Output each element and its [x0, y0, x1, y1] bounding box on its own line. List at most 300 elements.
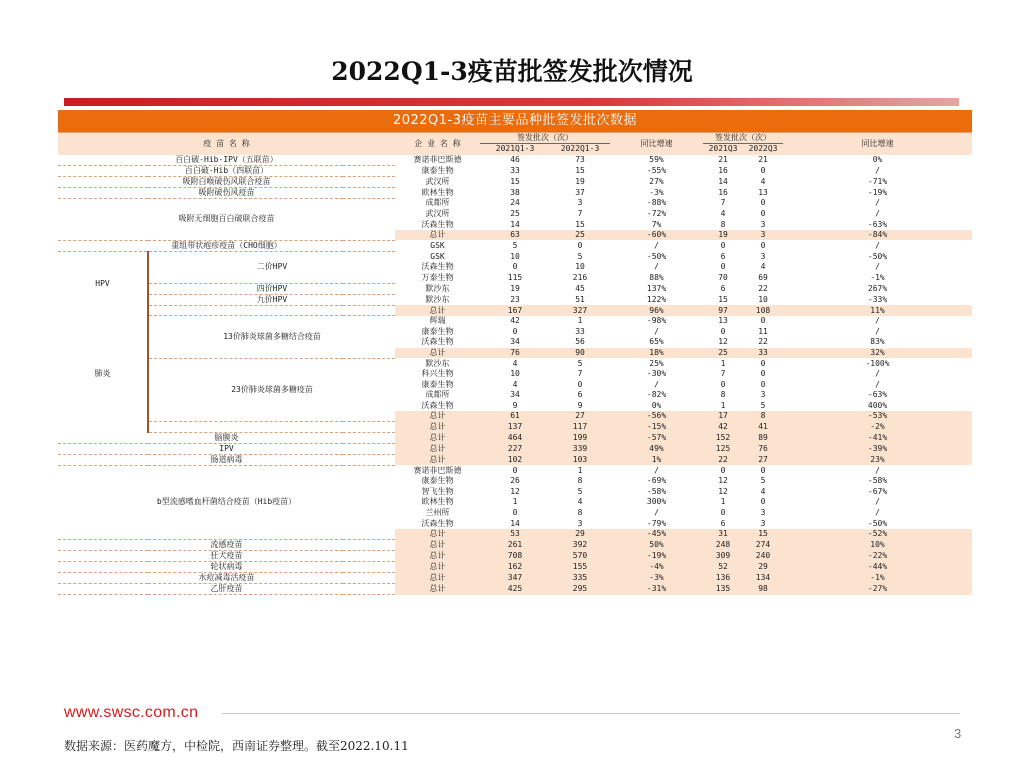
value-2021q3: 6	[703, 251, 743, 262]
company-cell: 总计	[395, 230, 480, 241]
growth-q3: -52%	[783, 529, 972, 540]
company-cell: 默沙东	[395, 358, 480, 369]
value-2021q13: 425	[480, 584, 550, 595]
growth-ytd: /	[610, 326, 703, 337]
value-2022q13: 27	[550, 411, 610, 422]
value-2022q13: 3	[550, 518, 610, 529]
footer-url[interactable]: www.swsc.com.cn	[64, 704, 199, 721]
growth-q3: /	[783, 326, 972, 337]
growth-ytd: -55%	[610, 165, 703, 176]
value-2021q13: 0	[480, 326, 550, 337]
growth-ytd: /	[610, 240, 703, 251]
value-2021q3: 52	[703, 562, 743, 573]
value-2021q3: 7	[703, 198, 743, 209]
value-2021q13: 137	[480, 422, 550, 433]
value-2022q13: 19	[550, 176, 610, 187]
growth-q3: /	[783, 369, 972, 380]
growth-ytd: -57%	[610, 432, 703, 443]
table-row	[58, 305, 972, 316]
company-cell: 康泰生物	[395, 379, 480, 390]
vaccine-label-hpv9: 九价HPV	[148, 294, 395, 305]
page-number: 3	[954, 726, 962, 741]
table-row	[58, 283, 972, 294]
growth-ytd: /	[610, 262, 703, 273]
growth-ytd: 137%	[610, 283, 703, 294]
company-cell: 总计	[395, 573, 480, 584]
value-2021q13: 19	[480, 283, 550, 294]
value-2021q3: 6	[703, 518, 743, 529]
value-2022q3: 3	[743, 219, 783, 230]
value-2022q13: 216	[550, 273, 610, 284]
value-2021q13: 46	[480, 155, 550, 166]
growth-q3: -63%	[783, 390, 972, 401]
value-2021q3: 1	[703, 401, 743, 412]
value-2022q3: 8	[743, 411, 783, 422]
value-2021q13: 14	[480, 219, 550, 230]
growth-ytd: 96%	[610, 305, 703, 316]
value-2022q3: 41	[743, 422, 783, 433]
value-2022q13: 0	[550, 240, 610, 251]
growth-ytd: -31%	[610, 584, 703, 595]
value-2022q13: 8	[550, 476, 610, 487]
value-2022q13: 103	[550, 454, 610, 465]
value-2022q13: 339	[550, 443, 610, 454]
company-cell: 赛诺菲巴斯德	[395, 155, 480, 166]
company-cell: 武汉所	[395, 176, 480, 187]
value-2021q13: 10	[480, 369, 550, 380]
vaccine-label-rota: 轮状病毒	[58, 562, 395, 573]
value-2021q3: 0	[703, 240, 743, 251]
growth-q3: /	[783, 209, 972, 220]
value-2021q3: 19	[703, 230, 743, 241]
company-cell: 欧林生物	[395, 187, 480, 198]
value-2022q3: 3	[743, 251, 783, 262]
value-2022q3: 3	[743, 230, 783, 241]
value-2021q3: 15	[703, 294, 743, 305]
value-2021q3: 1	[703, 497, 743, 508]
value-2021q13: 15	[480, 176, 550, 187]
value-2022q13: 5	[550, 487, 610, 498]
growth-ytd: -19%	[610, 551, 703, 562]
value-2021q3: 0	[703, 508, 743, 519]
company-cell: 康泰生物	[395, 165, 480, 176]
growth-q3: /	[783, 379, 972, 390]
growth-ytd: -69%	[610, 476, 703, 487]
value-2022q3: 0	[743, 316, 783, 327]
value-2022q3: 0	[743, 369, 783, 380]
value-2022q13: 51	[550, 294, 610, 305]
value-2021q13: 0	[480, 508, 550, 519]
vaccine-label-mening: 脑膜炎	[58, 432, 395, 443]
header-company: 企 业 名 称	[395, 133, 480, 155]
growth-q3: 400%	[783, 401, 972, 412]
company-cell: 总计	[395, 305, 480, 316]
company-cell: 康泰生物	[395, 476, 480, 487]
value-2022q13: 8	[550, 508, 610, 519]
vaccine-label-blank	[148, 305, 395, 316]
growth-ytd: 49%	[610, 443, 703, 454]
table-body	[58, 155, 972, 595]
growth-ytd: -50%	[610, 251, 703, 262]
table-title: 2022Q1-3疫苗主要品种批签发批次数据	[58, 110, 972, 132]
value-2021q3: 1	[703, 358, 743, 369]
value-2021q13: 4	[480, 379, 550, 390]
growth-q3: /	[783, 240, 972, 251]
value-2022q3: 0	[743, 358, 783, 369]
value-2021q13: 23	[480, 294, 550, 305]
vaccine-label-flu: 流感疫苗	[58, 540, 395, 551]
growth-q3: /	[783, 508, 972, 519]
growth-q3: /	[783, 497, 972, 508]
value-2022q3: 69	[743, 273, 783, 284]
growth-q3: -19%	[783, 187, 972, 198]
header-growth-ytd: 同比增速	[610, 133, 703, 155]
company-cell: 总计	[395, 422, 480, 433]
value-2021q3: 13	[703, 316, 743, 327]
value-2022q3: 3	[743, 508, 783, 519]
value-2021q13: 102	[480, 454, 550, 465]
growth-q3: 32%	[783, 348, 972, 359]
growth-ytd: /	[610, 379, 703, 390]
company-cell: 总计	[395, 348, 480, 359]
vaccine-label-pcv13: 13价肺炎球菌多糖结合疫苗	[148, 316, 395, 358]
company-cell: 欧林生物	[395, 497, 480, 508]
value-2021q13: 12	[480, 487, 550, 498]
growth-q3: -50%	[783, 251, 972, 262]
value-2021q13: 261	[480, 540, 550, 551]
company-cell: 康泰生物	[395, 326, 480, 337]
value-2021q13: 24	[480, 198, 550, 209]
growth-q3: /	[783, 316, 972, 327]
vaccine-label-pneumonia: 肺炎	[58, 316, 148, 433]
value-2021q3: 16	[703, 165, 743, 176]
company-cell: 沃森生物	[395, 262, 480, 273]
vaccine-label-ipv: IPV	[58, 443, 395, 454]
vaccine-label-ppv23: 23价肺炎球菌多糖疫苗	[148, 358, 395, 422]
header-vaccine: 疫 苗 名 称	[58, 133, 395, 155]
company-cell: 默沙东	[395, 294, 480, 305]
growth-q3: -71%	[783, 176, 972, 187]
growth-q3: /	[783, 262, 972, 273]
value-2022q13: 90	[550, 348, 610, 359]
growth-ytd: 122%	[610, 294, 703, 305]
table-row	[58, 573, 972, 584]
value-2021q13: 33	[480, 165, 550, 176]
growth-ytd: -45%	[610, 529, 703, 540]
value-2021q3: 248	[703, 540, 743, 551]
value-2022q3: 22	[743, 337, 783, 348]
header-growth-q3: 同比增速	[783, 133, 972, 155]
value-2022q13: 10	[550, 262, 610, 273]
growth-q3: -27%	[783, 584, 972, 595]
value-2021q13: 347	[480, 573, 550, 584]
value-2022q3: 108	[743, 305, 783, 316]
title-rule	[64, 98, 959, 106]
data-source-note: 数据来源：医药魔方，中检院，西南证券整理。截至2022.10.11	[64, 739, 409, 753]
value-2022q13: 7	[550, 209, 610, 220]
value-2021q13: 115	[480, 273, 550, 284]
company-cell: GSK	[395, 251, 480, 262]
value-2021q13: 38	[480, 187, 550, 198]
value-2022q3: 0	[743, 379, 783, 390]
growth-ytd: 50%	[610, 540, 703, 551]
growth-q3: /	[783, 465, 972, 476]
page-title: 2022Q1-3疫苗批签发批次情况	[331, 57, 693, 86]
value-2021q3: 135	[703, 584, 743, 595]
value-2022q3: 3	[743, 390, 783, 401]
vaccine-label-blank	[148, 422, 395, 433]
vaccine-label-td: 吸附破伤风疫苗	[58, 187, 395, 198]
growth-q3: 11%	[783, 305, 972, 316]
value-2021q13: 162	[480, 562, 550, 573]
company-cell: 辉瑞	[395, 316, 480, 327]
value-2021q13: 227	[480, 443, 550, 454]
value-2022q13: 33	[550, 326, 610, 337]
value-2022q13: 155	[550, 562, 610, 573]
header-batch-q3: 签发批次（次）	[703, 133, 783, 144]
value-2022q3: 0	[743, 165, 783, 176]
value-2022q3: 274	[743, 540, 783, 551]
company-cell: 总计	[395, 540, 480, 551]
table-row	[58, 551, 972, 562]
growth-q3: 0%	[783, 155, 972, 166]
table-row	[58, 240, 972, 251]
value-2022q3: 22	[743, 283, 783, 294]
value-2021q13: 53	[480, 529, 550, 540]
company-cell: 总计	[395, 454, 480, 465]
value-2022q13: 25	[550, 230, 610, 241]
growth-q3: -84%	[783, 230, 972, 241]
growth-ytd: /	[610, 465, 703, 476]
value-2021q13: 9	[480, 401, 550, 412]
growth-q3: -1%	[783, 273, 972, 284]
growth-ytd: 7%	[610, 219, 703, 230]
vaccine-label-entero: 肠道病毒	[58, 454, 395, 465]
vaccine-label-acellular: 吸附无细胞百白破联合疫苗	[58, 198, 395, 240]
growth-q3: 10%	[783, 540, 972, 551]
growth-ytd: -60%	[610, 230, 703, 241]
value-2021q13: 4	[480, 358, 550, 369]
value-2022q13: 199	[550, 432, 610, 443]
growth-ytd: /	[610, 508, 703, 519]
header-2022q3: 2022Q3	[743, 144, 783, 155]
company-cell: 成都所	[395, 390, 480, 401]
company-cell: 武汉所	[395, 209, 480, 220]
value-2022q3: 89	[743, 432, 783, 443]
table-row	[58, 584, 972, 595]
growth-q3: -22%	[783, 551, 972, 562]
company-cell: 总计	[395, 411, 480, 422]
value-2022q3: 0	[743, 497, 783, 508]
value-2021q3: 136	[703, 573, 743, 584]
value-2022q3: 0	[743, 465, 783, 476]
growth-q3: -100%	[783, 358, 972, 369]
value-2022q3: 4	[743, 176, 783, 187]
value-2022q13: 6	[550, 390, 610, 401]
vaccine-label-dtap-combo: 吸附白喉破伤风联合疫苗	[58, 176, 395, 187]
value-2021q3: 70	[703, 273, 743, 284]
header-2022q13: 2022Q1-3	[550, 144, 610, 155]
value-2022q13: 0	[550, 379, 610, 390]
value-2021q3: 21	[703, 155, 743, 166]
growth-ytd: -72%	[610, 209, 703, 220]
value-2021q3: 12	[703, 487, 743, 498]
growth-q3: -33%	[783, 294, 972, 305]
value-2021q13: 61	[480, 411, 550, 422]
value-2022q13: 15	[550, 219, 610, 230]
header-2021q3: 2021Q3	[703, 144, 743, 155]
value-2022q3: 29	[743, 562, 783, 573]
growth-ytd: 25%	[610, 358, 703, 369]
growth-q3: /	[783, 165, 972, 176]
value-2022q3: 134	[743, 573, 783, 584]
company-cell: 沃森生物	[395, 401, 480, 412]
growth-ytd: 1%	[610, 454, 703, 465]
value-2021q3: 31	[703, 529, 743, 540]
value-2022q3: 11	[743, 326, 783, 337]
value-2022q13: 7	[550, 369, 610, 380]
growth-ytd: -58%	[610, 487, 703, 498]
company-cell: 总计	[395, 432, 480, 443]
value-2021q13: 708	[480, 551, 550, 562]
value-2022q13: 327	[550, 305, 610, 316]
table-row	[58, 165, 972, 176]
growth-ytd: -3%	[610, 573, 703, 584]
value-2021q13: 14	[480, 518, 550, 529]
company-cell: 总计	[395, 529, 480, 540]
growth-q3: -50%	[783, 518, 972, 529]
value-2021q13: 1	[480, 497, 550, 508]
value-2022q13: 1	[550, 465, 610, 476]
value-2022q13: 15	[550, 165, 610, 176]
value-2021q3: 0	[703, 262, 743, 273]
growth-ytd: -4%	[610, 562, 703, 573]
growth-q3: -67%	[783, 487, 972, 498]
company-cell: 总计	[395, 443, 480, 454]
table-row	[58, 443, 972, 454]
value-2022q13: 335	[550, 573, 610, 584]
value-2022q3: 33	[743, 348, 783, 359]
table-row	[58, 251, 972, 262]
value-2022q3: 4	[743, 487, 783, 498]
company-cell: 默沙东	[395, 283, 480, 294]
value-2022q3: 27	[743, 454, 783, 465]
value-2021q3: 97	[703, 305, 743, 316]
value-2021q3: 8	[703, 219, 743, 230]
value-2022q3: 13	[743, 187, 783, 198]
table-row	[58, 294, 972, 305]
value-2021q3: 42	[703, 422, 743, 433]
value-2021q3: 0	[703, 379, 743, 390]
value-2021q13: 0	[480, 262, 550, 273]
value-2022q3: 240	[743, 551, 783, 562]
value-2021q13: 42	[480, 316, 550, 327]
table-row	[58, 422, 972, 433]
table-row	[58, 432, 972, 443]
value-2021q13: 25	[480, 209, 550, 220]
growth-ytd: -82%	[610, 390, 703, 401]
table-row	[58, 155, 972, 166]
company-cell: GSK	[395, 240, 480, 251]
batch-data-table	[58, 132, 972, 595]
value-2021q3: 125	[703, 443, 743, 454]
growth-ytd: -15%	[610, 422, 703, 433]
value-2021q13: 76	[480, 348, 550, 359]
value-2022q13: 5	[550, 251, 610, 262]
value-2021q3: 16	[703, 187, 743, 198]
value-2022q3: 4	[743, 262, 783, 273]
growth-q3: -58%	[783, 476, 972, 487]
value-2022q13: 45	[550, 283, 610, 294]
growth-q3: 23%	[783, 454, 972, 465]
vaccine-label-hpv4: 四价HPV	[148, 283, 395, 294]
value-2021q13: 34	[480, 390, 550, 401]
value-2022q3: 15	[743, 529, 783, 540]
table-row	[58, 465, 972, 476]
growth-q3: -1%	[783, 573, 972, 584]
company-cell: 总计	[395, 551, 480, 562]
vaccine-label-hpv2: 二价HPV	[148, 251, 395, 283]
value-2021q3: 0	[703, 465, 743, 476]
table-row	[58, 540, 972, 551]
company-cell: 沃森生物	[395, 518, 480, 529]
value-2022q13: 392	[550, 540, 610, 551]
growth-ytd: 88%	[610, 273, 703, 284]
value-2022q3: 98	[743, 584, 783, 595]
value-2022q13: 56	[550, 337, 610, 348]
growth-ytd: -98%	[610, 316, 703, 327]
value-2022q13: 117	[550, 422, 610, 433]
growth-ytd: -79%	[610, 518, 703, 529]
growth-ytd: -56%	[610, 411, 703, 422]
table-row	[58, 176, 972, 187]
company-cell: 赛诺菲巴斯德	[395, 465, 480, 476]
value-2021q3: 14	[703, 176, 743, 187]
growth-q3: -41%	[783, 432, 972, 443]
value-2022q13: 29	[550, 529, 610, 540]
value-2022q13: 5	[550, 358, 610, 369]
table-row	[58, 198, 972, 209]
vaccine-label-hepb: 乙肝疫苗	[58, 584, 395, 595]
value-2021q3: 12	[703, 476, 743, 487]
vaccine-label-pentavalent: 百白破-Hib-IPV（五联苗）	[58, 155, 395, 166]
vaccine-table	[58, 110, 972, 595]
value-2021q3: 6	[703, 283, 743, 294]
growth-q3: 83%	[783, 337, 972, 348]
value-2021q3: 8	[703, 390, 743, 401]
footer-rule	[222, 713, 960, 714]
value-2021q3: 12	[703, 337, 743, 348]
vaccine-label-rabies: 狂犬疫苗	[58, 551, 395, 562]
vaccine-label-varicella: 水痘减毒活疫苗	[58, 573, 395, 584]
company-cell: 沃森生物	[395, 337, 480, 348]
value-2021q3: 25	[703, 348, 743, 359]
value-2021q3: 0	[703, 326, 743, 337]
value-2022q3: 3	[743, 518, 783, 529]
growth-ytd: 300%	[610, 497, 703, 508]
company-cell: 万泰生物	[395, 273, 480, 284]
table-row	[58, 562, 972, 573]
company-cell: 智飞生物	[395, 487, 480, 498]
value-2022q13: 1	[550, 316, 610, 327]
value-2021q3: 22	[703, 454, 743, 465]
value-2021q3: 309	[703, 551, 743, 562]
growth-ytd: 27%	[610, 176, 703, 187]
growth-ytd: 0%	[610, 401, 703, 412]
header-batch-ytd: 签发批次（次）	[480, 133, 610, 144]
company-cell: 成都所	[395, 198, 480, 209]
value-2021q13: 5	[480, 240, 550, 251]
